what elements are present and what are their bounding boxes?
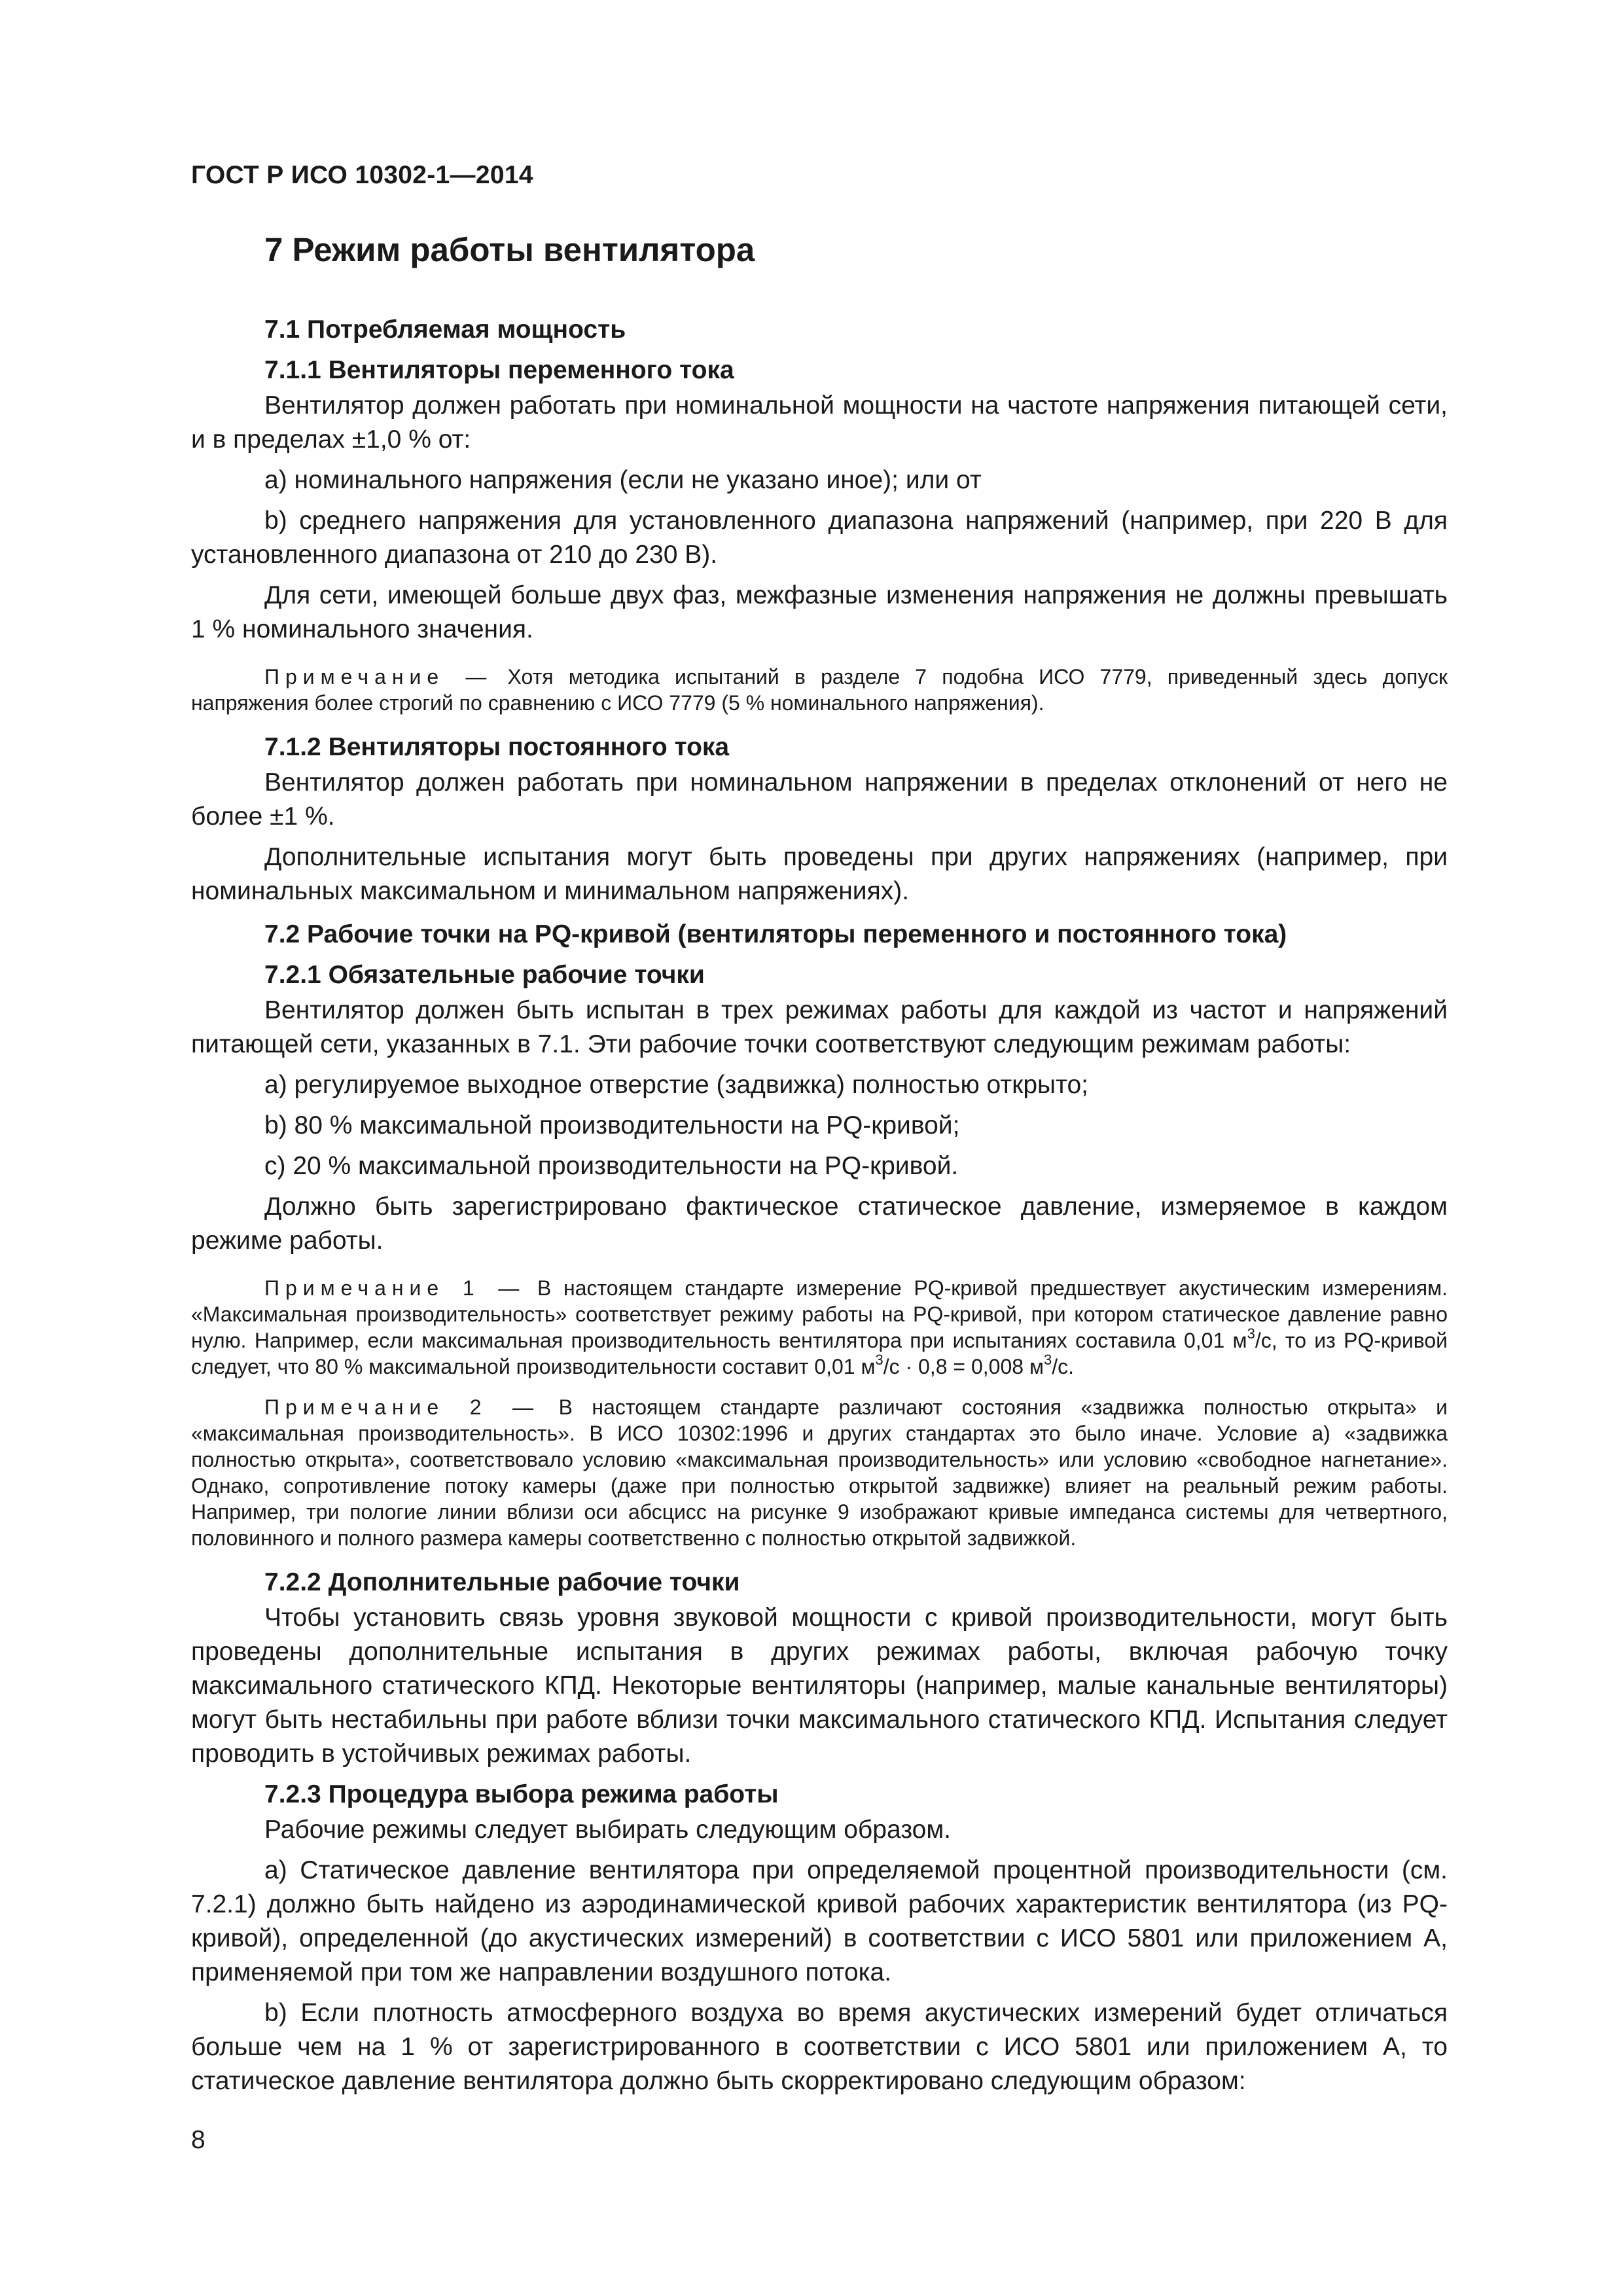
paragraph: Дополнительные испытания могут быть проведены при других напряжениях (например, при номинальных максимальном и минимальном напряжениях). [191,843,1448,905]
section-7-1-1-title: 7.1.1 Вентиляторы переменного тока [264,356,734,384]
standard-code-header: ГОСТ Р ИСО 10302-1—2014 [191,161,533,189]
paragraph: Для сети, имеющей больше двух фаз, межфазные изменения напряжения не должны превышать 1 % номинального значения. [191,581,1448,643]
note-1 [191,1275,1448,1380]
section-7-1-2-title: 7.1.2 Вентиляторы постоянного тока [264,733,730,761]
list-item: b) среднего напряжения для установленного диапазона напряжений (например, при 220 В для установленного диапазона от 210 до 230 В). [191,507,1448,569]
note-text: В настоящем стандарте измерение PQ-кривой предшествует акустическим измерениям. «Максимальная производительность» соответствует режиму работы на PQ-кривой, при котором статическое давление равно нулю. Например, если максимальная производительность вентилятора при испытаниях составила 0,01 м [191,1276,1448,1352]
section-7-1-title: 7.1 Потребляемая мощность [264,315,626,344]
note-text: В настоящем стандарте различают состояния «задвижка полностью открыта» и «максимальная производительность». В ИСО 10302:1996 и других стандартах это было иначе. Условие a) «задвижка полностью открыта», соответствовало условию «максимальная производительность» или условию «свободное нагнетание». Однако, сопротивление потоку камеры (даже при полностью открытой задвижке) влияет на реальный режим работы. Например, три пологие линии вблизи оси абсцисс на рисунке 9 изображают кривые импеданса системы для четвертного, половинного и полного размера камеры соответственно с полностью открытой задвижкой. [191,1395,1448,1550]
superscript: 3 [1043,1352,1052,1368]
paragraph: Вентилятор должен работать при номинальной мощности на частоте напряжения питающей сети, и в пределах ±1,0 % от: [191,391,1448,454]
paragraph: Вентилятор должен быть испытан в трех режимах работы для каждой из частот и напряжений питающей сети, указанных в 7.1. Эти рабочие точки соответствуют следующим режимам работы: [191,996,1448,1058]
paragraph: Должно быть зарегистрировано фактическое статическое давление, измеряемое в каждом режиме работы. [191,1193,1448,1255]
paragraph: Рабочие режимы следует выбирать следующим образом. [264,1816,951,1844]
section-7-2-1-title: 7.2.1 Обязательные рабочие точки [264,961,705,989]
page-content [191,229,1448,2105]
page-number: 8 [191,2126,205,2154]
note-text: /с. [1052,1355,1074,1378]
superscript: 3 [875,1352,883,1368]
section-7-2-2-title: 7.2.2 Дополнительные рабочие точки [264,1568,740,1596]
note-text: /с, то из PQ-кривой следует, что 80 % максимальной производительности составит 0,01 м [191,1329,1448,1378]
list-item: c) 20 % максимальной производительности на PQ-кривой. [264,1152,959,1180]
list-item: a) номинального напряжения (если не указано иное); или от [264,466,982,494]
section-7-title: 7 Режим работы вентилятора [264,231,755,268]
note-2 [191,1394,1448,1551]
note-label: Примечание 2 — [264,1395,540,1419]
superscript: 3 [1247,1325,1255,1342]
list-item: a) регулируемое выходное отверстие (задвижка) полностью открыто; [264,1071,1088,1099]
note-text: /с · 0,8 = 0,008 м [883,1355,1044,1378]
section-7-2-3-title: 7.2.3 Процедура выбора режима работы [264,1780,779,1808]
section-7-2-title: 7.2 Рабочие точки на PQ-кривой (вентиляторы переменного и постоянного тока) [264,920,1287,948]
note-label: Примечание — [264,665,493,689]
list-item: a) Статическое давление вентилятора при определяемой процентной производительности (см. 7.2.1) должно быть найдено из аэродинамической кривой рабочих характеристик вентилятора (из PQ-кривой), определенной (до акустических измерений) в соответствии с ИСО 5801 или приложением А, применяемой при том же направлении воздушного потока. [191,1856,1448,1986]
paragraph: Вентилятор должен работать при номинальном напряжении в пределах отклонений от него не более ±1 %. [191,768,1448,831]
paragraph: Чтобы установить связь уровня звуковой мощности с кривой производительности, могут быть проведены дополнительные испытания в других режимах работы, включая рабочую точку максимального статического КПД. Некоторые вентиляторы (например, малые канальные вентиляторы) могут быть нестабильны при работе вблизи точки максимального статического КПД. Испытания следует проводить в устойчивых режимах работы. [191,1604,1448,1768]
note-label: Примечание 1 — [264,1276,526,1300]
list-item: b) 80 % максимальной производительности на PQ-кривой; [264,1111,960,1139]
note [191,664,1448,716]
note-text: Хотя методика испытаний в разделе 7 подобна ИСО 7779, приведенный здесь допуск напряжения более строгий по сравнению с ИСО 7779 (5 % номинального напряжения). [191,665,1448,715]
list-item: b) Если плотность атмосферного воздуха во время акустических измерений будет отличаться больше чем на 1 % от зарегистрированного в соответствии с ИСО 5801 или приложением А, то статическое давление вентилятора должно быть скорректировано следующим образом: [191,1999,1448,2095]
